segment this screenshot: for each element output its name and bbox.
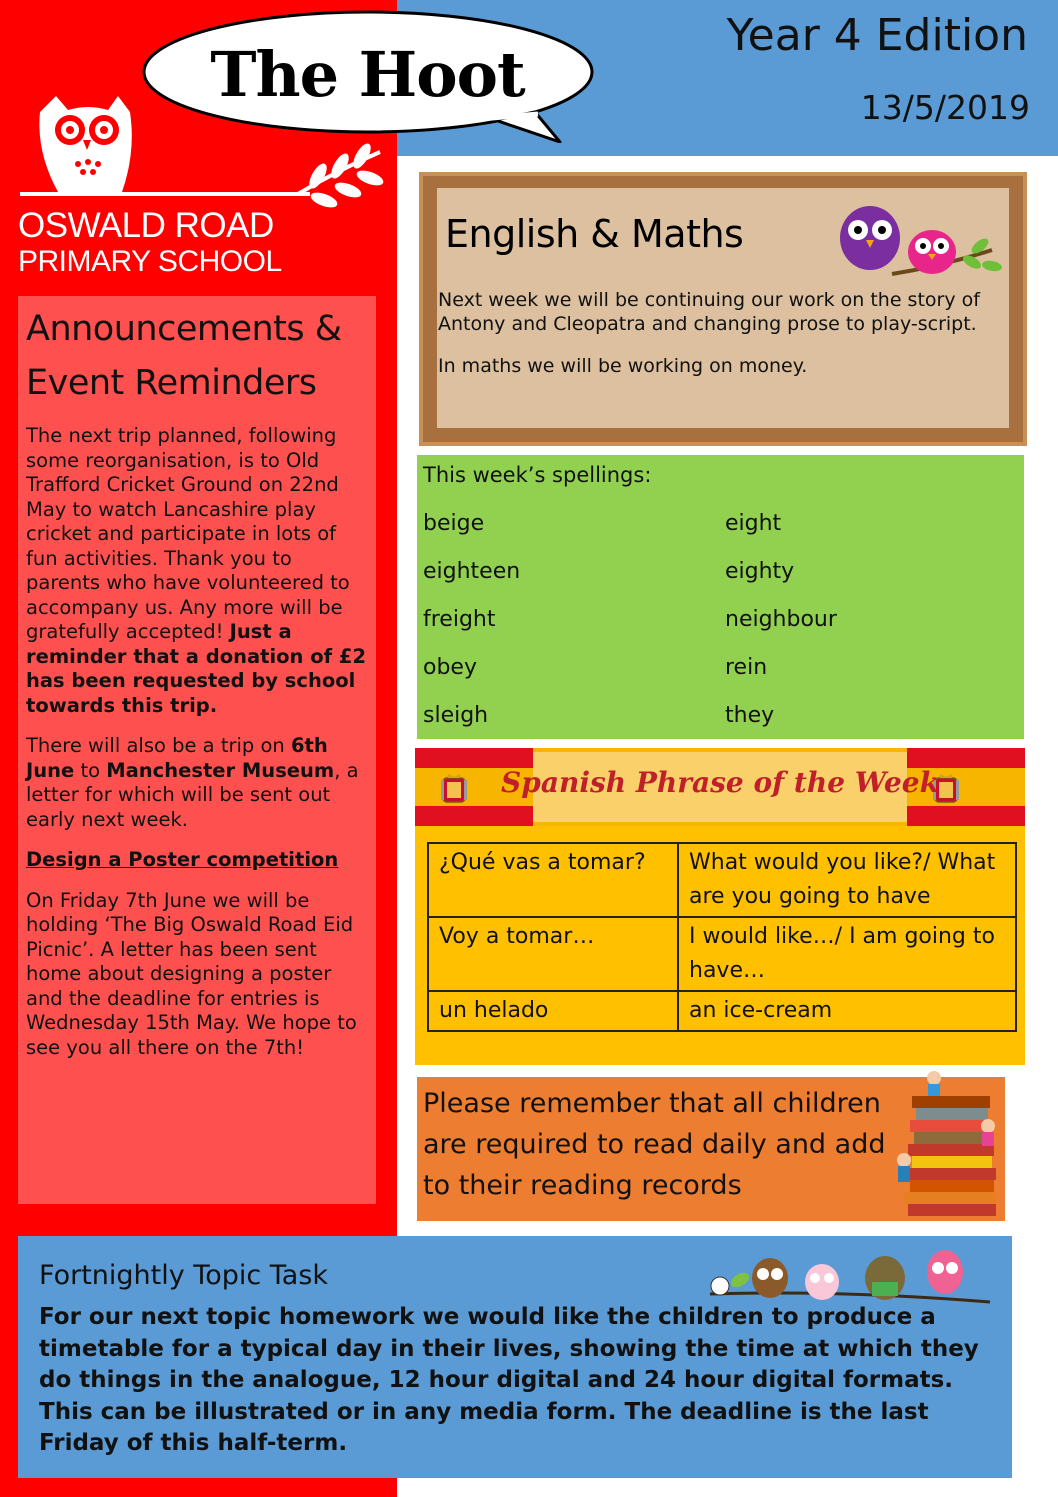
owls-on-branch-icon	[832, 200, 1002, 290]
spanish-phrase: ¿Qué vas a tomar?	[428, 843, 678, 917]
museum-text-a: There will also be a trip on	[26, 734, 291, 757]
english-paragraph: Next week we will be continuing our work on the story of Antony and Cleopatra and changing prose to play-script.	[438, 289, 980, 335]
maths-paragraph: In maths we will be working on money.	[438, 355, 808, 377]
spellings-title: This week’s spellings:	[423, 463, 652, 487]
phrases-table	[427, 842, 1017, 1032]
reading-reminder-text: Please remember that all children are required to read daily and add to their reading records	[423, 1088, 886, 1201]
trip-text: The next trip planned, following some reorganisation, is to Old Trafford Cricket Ground on 22nd May to watch Lancashire play cricket and participate in lots of fun activities. Thank you to parents who have volunteered to accompany us. Any more will be gratefully accepted!	[26, 424, 350, 643]
announcements-panel	[18, 296, 376, 1204]
newsletter-title: The Hoot	[210, 38, 525, 111]
museum-paragraph	[26, 734, 368, 832]
donation-reminder: Just a reminder that a donation of £2 has been requested by school towards this trip.	[26, 620, 367, 717]
spelling-word: eighty	[725, 559, 795, 584]
issue-date: 13/5/2019	[860, 88, 1030, 127]
spelling-word: rein	[725, 655, 768, 680]
english-phrase: an ice-cream	[678, 991, 1016, 1031]
school-name-line2: PRIMARY SCHOOL	[18, 245, 282, 278]
trip-paragraph	[26, 424, 368, 718]
table-row	[428, 991, 1016, 1031]
edition-label: Year 4 Edition	[726, 10, 1028, 61]
spelling-word: sleigh	[423, 703, 489, 728]
english-phrase: What would you like?/ What are you going to have	[678, 843, 1016, 917]
owls-row-icon	[700, 1246, 1000, 1318]
spelling-word: eighteen	[423, 559, 521, 584]
spanish-phrase-panel	[415, 748, 1025, 1065]
spelling-word: they	[725, 703, 775, 728]
spanish-title: Spanish Phrase of the Week	[501, 766, 939, 799]
english-maths-text	[438, 288, 993, 396]
spanish-phrase: Voy a tomar…	[428, 917, 678, 991]
book-stack-icon	[890, 1064, 1005, 1219]
museum-text-c: to	[74, 758, 107, 782]
announcements-heading-line1: Announcements &	[26, 309, 342, 349]
poster-paragraph: On Friday 7th June we will be holding ‘The Big Oswald Road Eid Picnic’. A letter has been sent home about designing a poster and the deadline for entries is Wednesday 15th May. We hope to see you all there on the 7th!	[26, 888, 357, 1059]
english-maths-heading: English & Maths	[445, 212, 744, 256]
spanish-flag-banner	[415, 748, 1025, 826]
topic-task-heading: Fortnightly Topic Task	[39, 1260, 329, 1291]
school-name-line1: OSWALD ROAD	[18, 206, 274, 245]
table-row	[428, 917, 1016, 991]
school-name	[18, 208, 282, 280]
museum-name: Manchester Museum	[106, 758, 335, 782]
spellings-panel	[417, 455, 1024, 739]
spanish-phrase: un helado	[428, 991, 678, 1031]
museum-text-e: , a letter for which will be sent out early next week.	[26, 758, 359, 831]
poster-competition-heading: Design a Poster competition	[26, 848, 339, 871]
spelling-word: freight	[423, 607, 496, 632]
museum-date: 6th June	[26, 734, 328, 782]
table-row	[428, 843, 1016, 917]
spelling-word: neighbour	[725, 607, 837, 632]
spelling-word: eight	[725, 511, 782, 536]
announcements-heading-line2: Event Reminders	[26, 363, 317, 403]
topic-task-text: For our next topic homework we would like the children to produce a timetable for a typical day in their lives, showing the time at which they do things in the analogue, 12 hour digital and 24 hour digital formats. This can be illustrated or in any media form. The deadline is the last Friday of this half-term.	[39, 1304, 979, 1456]
english-phrase: I would like…/ I am going to have…	[678, 917, 1016, 991]
announcements-heading	[26, 302, 368, 410]
spelling-word: beige	[423, 511, 485, 536]
spelling-word: obey	[423, 655, 477, 680]
